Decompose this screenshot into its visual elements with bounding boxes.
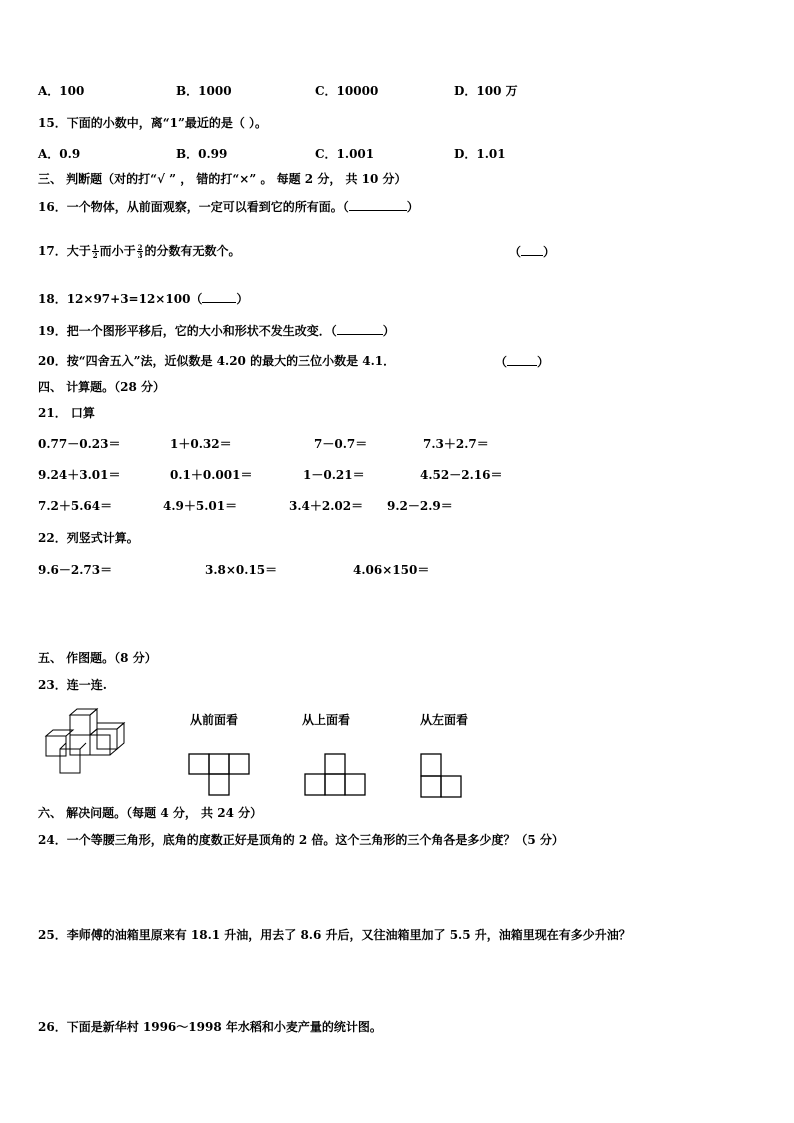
q17-prefix: 17．大于 — [38, 244, 91, 258]
section-3-heading: 三、 判断题（对的打“√ ” ， 错的打“×” 。 每题 2 分， 共 10 分） — [38, 172, 407, 186]
q20-answer — [495, 353, 549, 370]
q19-text — [38, 322, 395, 339]
q16-stem: 16．一个物体，从前面观察，一定可以看到它的所有面。（ — [38, 200, 349, 214]
section-5-heading: 五、 作图题。（8 分） — [38, 651, 157, 665]
q21-row2-item3: 1－0.21＝ — [303, 468, 365, 482]
q17-suffix: 的分数有无数个。 — [144, 244, 241, 258]
q17-answer-blank[interactable] — [521, 243, 543, 256]
q17-fraction-1-denominator: 2 — [92, 251, 98, 260]
q16-text — [38, 198, 419, 215]
q21-row2-item4: 4.52－2.16＝ — [420, 468, 503, 482]
q17-paren-close: ） — [543, 245, 556, 259]
q14-option-d: D．100 万 — [454, 84, 518, 98]
q25-text: 25．李师傅的油箱里原来有 18.1 升油，用去了 8.6 升后，又往油箱里加了 5.5 升，油箱里现在有多少升油？ — [38, 928, 631, 942]
q21-row1-item2: 1＋0.32＝ — [170, 437, 232, 451]
q23-label-top: 从上面看 — [302, 713, 351, 727]
q21-row3-item2: 4.9＋5.01＝ — [163, 499, 238, 513]
q17-fraction-1-numerator: 1 — [92, 243, 98, 252]
q21-row3-item4: 9.2－2.9＝ — [387, 499, 453, 513]
q21-row3-item1: 7.2＋5.64＝ — [38, 499, 113, 513]
q17-fraction-2-numerator: 2 — [137, 243, 143, 252]
left-view-figure[interactable] — [420, 753, 464, 799]
q18-stem: 18．12×97+3=12×100（ — [38, 292, 203, 306]
top-view-figure[interactable] — [304, 753, 368, 797]
q15-stem: 15．下面的小数中，离“1”最近的是（ ）。 — [38, 116, 268, 130]
q15-option-b: B．0.99 — [176, 147, 228, 161]
q20-answer-blank[interactable] — [507, 353, 537, 366]
q22-item1: 9.6－2.73＝ — [38, 563, 113, 577]
q19-close: ） — [382, 324, 395, 338]
q17-middle: 而小于 — [99, 244, 136, 258]
q17-fraction-1 — [92, 244, 99, 259]
q18-close: ） — [236, 292, 249, 306]
q20-paren-close: ） — [537, 355, 550, 369]
q15-option-a: A．0.9 — [38, 147, 81, 161]
q23-label-front: 从前面看 — [190, 713, 239, 727]
q22-item3: 4.06×150＝ — [353, 563, 430, 577]
q22-title: 22．列竖式计算。 — [38, 531, 139, 545]
cube-stack-figure — [40, 707, 130, 777]
q21-row2-item1: 9.24＋3.01＝ — [38, 468, 121, 482]
q21-row2-item2: 0.1＋0.001＝ — [170, 468, 253, 482]
q18-text — [38, 290, 248, 307]
q23-label-left: 从左面看 — [420, 713, 469, 727]
q14-option-c: C．10000 — [315, 84, 379, 98]
q21-title: 21． 口算 — [38, 406, 95, 420]
q17-answer — [509, 243, 555, 260]
q20-stem: 20．按“四舍五入”法，近似数是 4.20 的最大的三位小数是 4.1． — [38, 354, 396, 368]
q17-text — [38, 243, 240, 259]
q21-row3-item3: 3.4＋2.02＝ — [289, 499, 364, 513]
q21-row1-item1: 0.77－0.23＝ — [38, 437, 121, 451]
q16-answer-blank[interactable] — [349, 198, 407, 211]
q19-answer-blank[interactable] — [337, 322, 383, 335]
section-6-heading: 六、 解决问题。（每题 4 分， 共 24 分） — [38, 806, 263, 820]
front-view-figure[interactable] — [188, 753, 252, 797]
q16-close: ） — [406, 200, 419, 214]
q23-title: 23．连一连. — [38, 678, 107, 692]
q26-text: 26．下面是新华村 1996～1998 年水稻和小麦产量的统计图。 — [38, 1020, 382, 1034]
q14-option-a: A．100 — [38, 84, 85, 98]
q21-row1-item4: 7.3＋2.7＝ — [423, 437, 489, 451]
q14-option-b: B．1000 — [176, 84, 232, 98]
q17-fraction-2 — [137, 244, 144, 259]
q18-answer-blank[interactable] — [202, 290, 236, 303]
section-4-heading: 四、 计算题。（28 分） — [38, 380, 166, 394]
q24-text: 24．一个等腰三角形，底角的度数正好是顶角的 2 倍。这个三角形的三个角各是多少度？（5 分） — [38, 833, 564, 847]
q15-option-d: D．1.01 — [454, 147, 506, 161]
q21-row1-item3: 7－0.7＝ — [314, 437, 368, 451]
q20-paren-open: （ — [495, 355, 508, 369]
q17-fraction-2-denominator: 3 — [137, 251, 143, 260]
q19-stem: 19．把一个图形平移后，它的大小和形状不发生改变．（ — [38, 324, 337, 338]
q15-option-c: C．1.001 — [315, 147, 375, 161]
q17-paren-open: （ — [509, 245, 522, 259]
q22-item2: 3.8×0.15＝ — [205, 563, 278, 577]
